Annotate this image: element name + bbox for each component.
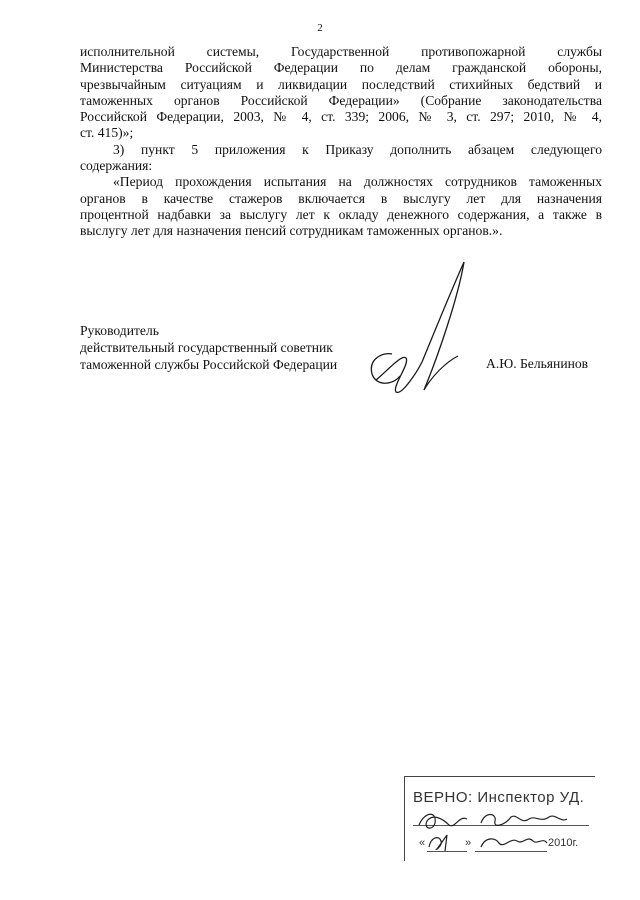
handwritten-signature [362, 258, 482, 408]
stamp-title: ВЕРНО: Инспектор УД. [413, 789, 585, 806]
text-line: Министерства Российской Федерации по делам гражданской обороны, [80, 60, 602, 76]
certification-stamp [404, 776, 595, 861]
page-number: 2 [317, 22, 323, 34]
signature-title-line: Руководитель [80, 323, 159, 338]
text-line: 3) пункт 5 приложения к Приказу дополнить абзацем следующего [113, 141, 602, 157]
text-line: Российской Федерации, 2003, № 4, ст. 339; 2006, № 3, ст. 297; 2010, № 4, [80, 109, 602, 125]
signer-name: А.Ю. Бельянинов [486, 356, 589, 371]
stamp-date-open: « [419, 837, 426, 849]
stamp-year: 2010г. [548, 837, 579, 849]
text-line: таможенных органов Российской Федерации» (Собрание законодательства [80, 92, 602, 108]
signature-title-line: действительный государственный советник [80, 340, 333, 355]
text-line: исполнительной системы, Государственной противопожарной службы [80, 44, 602, 59]
text-line: содержания: [80, 158, 153, 174]
body-text [80, 44, 602, 240]
text-line: процентной надбавки за выслугу лет к окладу денежного содержания, а также в [80, 206, 602, 222]
text-line: выслугу лет для назначения пенсий сотрудникам таможенных органов.». [80, 223, 503, 239]
text-line: ст. 415)»; [80, 125, 134, 141]
text-line: «Период прохождения испытания на должностях сотрудников таможенных [113, 174, 602, 190]
signature-title-line: таможенной службы Российской Федерации [80, 357, 338, 372]
stamp-date-close: » [465, 837, 472, 849]
text-line: чрезвычайным ситуациям и ликвидации последствий стихийных бедствий и [80, 76, 602, 92]
text-line: органов в качестве стажеров включается в выслугу лет для назначения [80, 190, 602, 206]
signature-title [80, 322, 337, 373]
